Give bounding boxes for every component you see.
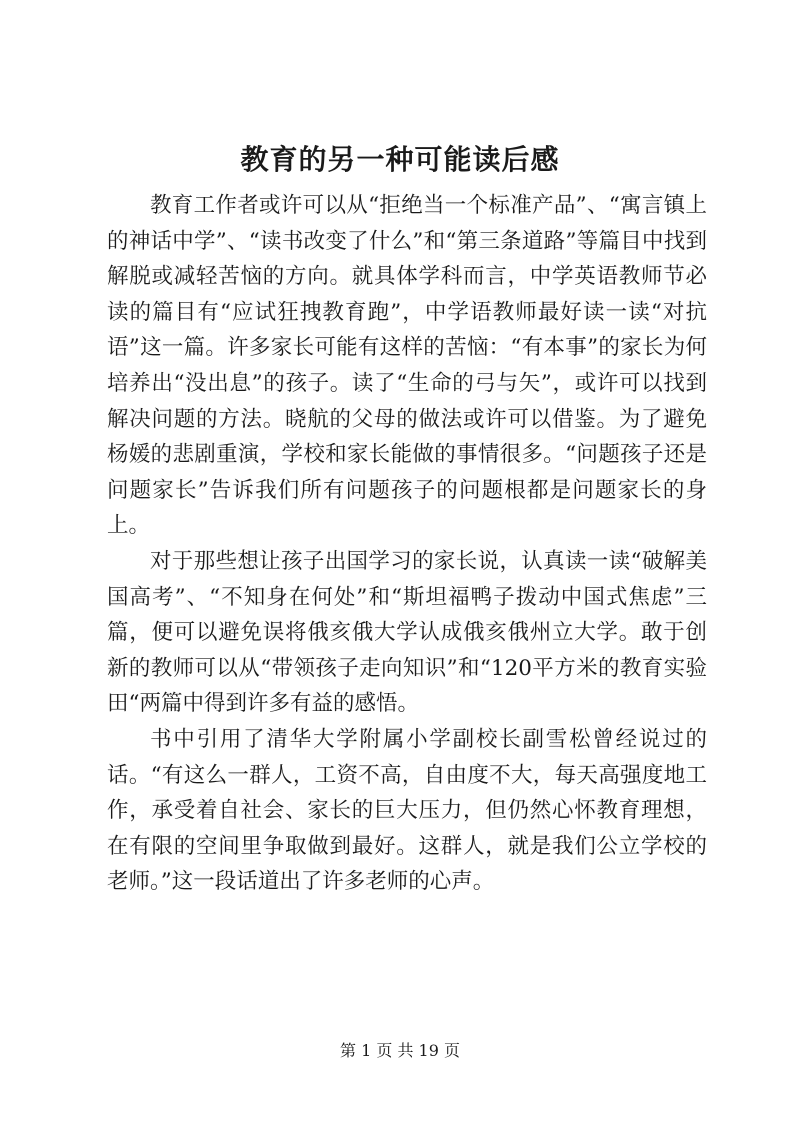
page-title: 教育的另一种可能读后感 xyxy=(240,143,560,176)
page-number-footer: 第 1 页 共 19 页 xyxy=(340,1041,460,1060)
paragraph: 书中引用了清华大学附属小学副校长副雪松曾经说过的话。“有这么一群人，工资不高，自由度不大，每天高强度地工作，承受着自社会、家长的巨大压力，但仍然心怀教育理想，在有限的空间里争取做到最好。这群人，就是我们公立学校的老师。”这一段话道出了许多老师的心声。 xyxy=(107,726,707,895)
document-body xyxy=(107,188,707,900)
paragraph: 教育工作者或许可以从“拒绝当一个标准产品”、“寓言镇上的神话中学”、“读书改变了什么”和“第三条道路”等篇目中找到解脱或减轻苦恼的方向。就具体学科而言，中学英语教师节必读的篇目有“应试狂拽教育跑”，中学语教师最好读一读“对抗语”这一篇。许多家长可能有这样的苦恼：“有本事”的家长为何培养出“没出息”的孩子。读了“生命的弓与矢”，或许可以找到解决问题的方法。晓航的父母的做法或许可以借鉴。为了避免杨媛的悲剧重演，学校和家长能做的事情很多。“问题孩子还是问题家长”告诉我们所有问题孩子的问题根都是问题家长的身上。 xyxy=(107,193,707,539)
paragraph: 对于那些想让孩子出国学习的家长说，认真读一读“破解美国高考”、“不知身在何处”和“斯坦福鸭子拨动中国式焦虑”三篇，便可以避免误将俄亥俄大学认成俄亥俄州立大学。敢于创新的教师可以从“带领孩子走向知识”和“120平方米的教育实验田“两篇中得到许多有益的感悟。 xyxy=(107,548,707,717)
